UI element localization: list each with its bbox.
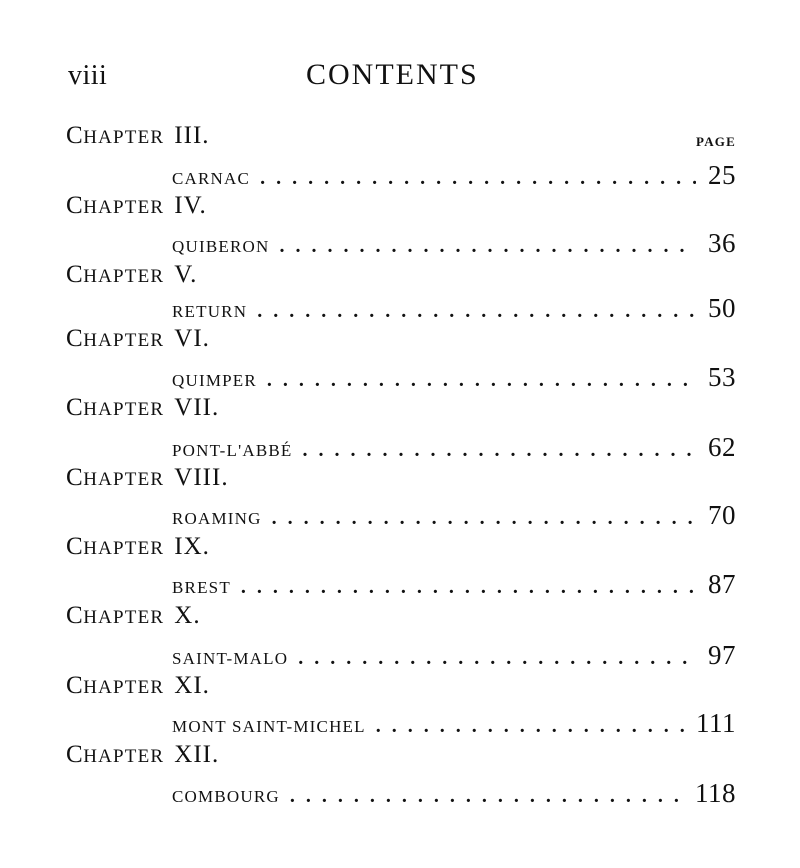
chapter-numeral: VII. — [174, 394, 220, 421]
toc-entry[interactable] — [172, 640, 736, 674]
chapter-word — [66, 464, 164, 491]
dot-leader — [298, 647, 696, 670]
chapter-numeral: X. — [174, 602, 201, 629]
chapter-word-rest: HAPTER — [83, 197, 165, 218]
toc-entry-title: BREST — [172, 578, 231, 597]
toc-entry-page: 53 — [708, 362, 736, 392]
chapter-word — [66, 672, 164, 699]
toc-entry-page: 87 — [708, 569, 736, 599]
chapter-word-rest: HAPTER — [83, 607, 165, 628]
chapter-heading — [66, 261, 197, 289]
toc-entry-title: QUIBERON — [172, 237, 270, 256]
dot-leader — [267, 369, 696, 392]
chapter-word — [66, 325, 164, 352]
chapter-numeral: XII. — [174, 741, 220, 768]
chapter-word-rest: HAPTER — [83, 538, 165, 559]
chapter-word-rest: HAPTER — [83, 330, 165, 351]
chapter-word-initial: C — [66, 672, 84, 699]
chapter-word-rest: HAPTER — [83, 469, 165, 490]
dot-leader — [290, 785, 683, 808]
chapter-numeral: V. — [174, 261, 198, 288]
chapter-word — [66, 394, 164, 421]
chapter-numeral: III. — [174, 122, 210, 149]
chapter-word — [66, 261, 164, 288]
dot-leader — [302, 439, 696, 462]
chapter-heading — [66, 122, 210, 150]
toc-entry-page: 25 — [708, 160, 736, 190]
chapter-word — [66, 602, 164, 629]
chapter-word-initial: C — [66, 122, 84, 149]
chapter-word — [66, 192, 164, 219]
chapter-heading — [66, 192, 207, 220]
toc-entry-page: 118 — [695, 778, 736, 808]
page-title: CONTENTS — [306, 58, 479, 91]
chapter-word-initial: C — [66, 464, 84, 491]
toc-entry-title: CARNAC — [172, 169, 251, 188]
toc-entry-page: 111 — [696, 708, 736, 738]
toc-entry-page: 36 — [708, 228, 736, 258]
chapter-word-rest: HAPTER — [83, 746, 165, 767]
toc-entry-title: SAINT-MALO — [172, 649, 289, 668]
chapter-word-rest: HAPTER — [83, 399, 165, 420]
toc-entry-title: ROAMING — [172, 509, 262, 528]
chapter-heading — [66, 325, 210, 353]
toc-entry[interactable] — [172, 293, 736, 327]
toc-entry[interactable] — [172, 569, 736, 603]
chapter-word-rest: HAPTER — [83, 127, 165, 148]
chapter-heading — [66, 394, 219, 422]
toc-entry[interactable] — [172, 362, 736, 396]
chapter-numeral: IV. — [174, 192, 207, 219]
toc-entry[interactable] — [172, 500, 736, 534]
chapter-word-initial: C — [66, 741, 84, 768]
chapter-word-initial: C — [66, 325, 84, 352]
page-column-label: PAGE — [696, 134, 736, 149]
toc-entry-title: RETURN — [172, 302, 248, 321]
chapter-numeral: VIII. — [174, 464, 229, 491]
chapter-numeral: XI. — [174, 672, 210, 699]
chapter-numeral: IX. — [174, 533, 210, 560]
dot-leader — [279, 235, 696, 258]
dot-leader — [272, 507, 696, 530]
toc-entry-page: 62 — [708, 432, 736, 462]
dot-leader — [376, 715, 684, 738]
toc-entry-title: COMBOURG — [172, 787, 280, 806]
chapter-word — [66, 122, 164, 149]
toc-entry-title: MONT SAINT-MICHEL — [172, 717, 366, 736]
chapter-word-initial: C — [66, 602, 84, 629]
page-number: viii — [68, 60, 108, 91]
toc-entry[interactable] — [172, 778, 736, 812]
dot-leader — [257, 300, 696, 323]
toc-entry[interactable] — [172, 160, 736, 194]
chapter-word — [66, 533, 164, 560]
toc-entry-page: 70 — [708, 500, 736, 530]
dot-leader — [260, 167, 696, 190]
chapter-word-initial: C — [66, 533, 84, 560]
toc-entry-page: 50 — [708, 293, 736, 323]
chapter-word-rest: HAPTER — [83, 677, 165, 698]
dot-leader — [241, 576, 696, 599]
chapter-word-initial: C — [66, 394, 84, 421]
chapter-numeral: VI. — [174, 325, 210, 352]
toc-entry[interactable] — [172, 228, 736, 262]
chapter-heading — [66, 672, 210, 700]
toc-entry[interactable] — [172, 432, 736, 466]
chapter-word-rest: HAPTER — [83, 266, 165, 287]
chapter-heading — [66, 602, 201, 630]
chapter-heading — [66, 741, 219, 769]
chapter-heading — [66, 464, 229, 492]
toc-entry-title: QUIMPER — [172, 371, 257, 390]
chapter-word-initial: C — [66, 261, 84, 288]
chapter-heading — [66, 533, 210, 561]
toc-entry-title: PONT-L'ABBÉ — [172, 441, 293, 460]
toc-entry[interactable] — [172, 708, 736, 742]
chapter-word-initial: C — [66, 192, 84, 219]
toc-entry-page: 97 — [708, 640, 736, 670]
chapter-word — [66, 741, 164, 768]
